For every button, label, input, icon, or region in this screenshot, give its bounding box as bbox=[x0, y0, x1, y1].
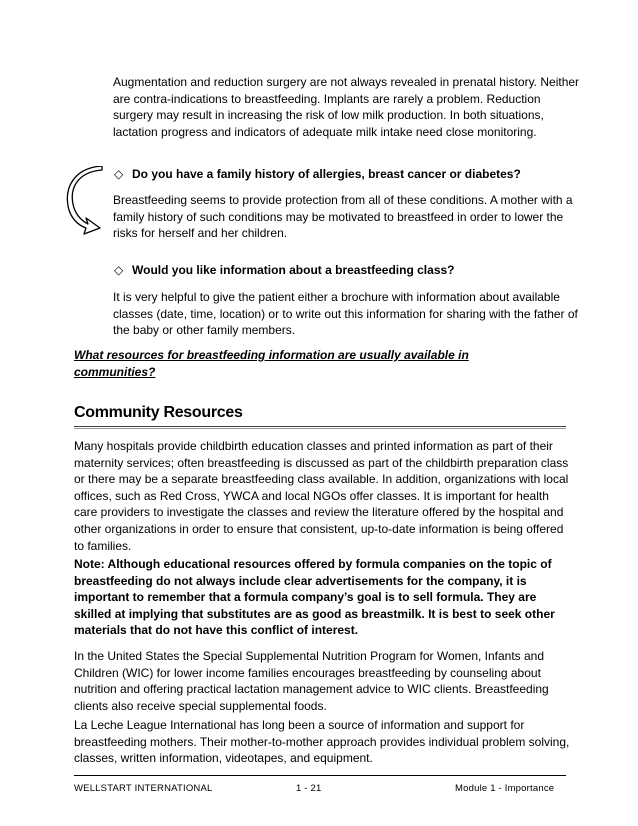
footer-right: Module 1 - Importance bbox=[455, 783, 555, 794]
section-question: What resources for breastfeeding information are usually available in communities? bbox=[74, 348, 469, 379]
question-text: Do you have a family history of allergies, breast cancer or diabetes? bbox=[132, 167, 521, 181]
curved-arrow-icon bbox=[64, 166, 106, 236]
heading-underline bbox=[74, 426, 566, 427]
paragraph-wic: In the United States the Special Supplemental Nutrition Program for Women, Infants and Children (WIC) for lower income families encourages breastfeeding by counseling about nutrition and offering practical lactation management advice to WIC clients. Breastfeeding clients also receive special supplemental foods. bbox=[74, 649, 549, 713]
answer-family-history: Breastfeeding seems to provide protection from all of these conditions. A mother with a family history of such conditions may be motivated to breastfeed in order to lower the risks for herself and her children. bbox=[113, 193, 573, 241]
paragraph-hospitals: Many hospitals provide childbirth education classes and printed information as part of their maternity services; often breastfeeding is discussed as part of the childbirth preparation class or there may be a separate breastfeeding class available. In addition, organizations with local offices, such as Red Cross, YWCA and local NGOs offer classes. It is important for health care providers to investigate the classes and review the literature offered by the hospital and other organizations in order to ensure that consistent, up-to-date information is being offered to families. bbox=[74, 439, 569, 553]
question-text: Would you like information about a breastfeeding class? bbox=[132, 263, 455, 277]
heading-underline-shadow bbox=[74, 428, 566, 429]
page-number: 1 - 21 bbox=[296, 783, 322, 794]
question-family-history bbox=[114, 166, 521, 182]
answer-breastfeeding-class: It is very helpful to give the patient either a brochure with information about available classes (date, time, location) or to write out this information for sharing with the father of the baby or other family members. bbox=[113, 290, 578, 338]
diamond-bullet-icon: ◇ bbox=[114, 167, 124, 181]
paragraph-la-leche: La Leche League International has long been a source of information and support for breastfeeding mothers. Their mother-to-mother approach provides individual problem solving, classes, written information, videotapes, and equipment. bbox=[74, 718, 570, 766]
paragraph-note: Note: Although educational resources offered by formula companies on the topic of breastfeeding do not always include clear advertisements for the company, it is important to remember that a formula company’s goal is to sell formula. They are skilled at implying that substitutes are as good as breastmilk. It is best to seek other materials that do not have this conflict of interest. bbox=[74, 557, 555, 638]
intro-paragraph: Augmentation and reduction surgery are not always revealed in prenatal history. Neither are contra-indications to breastfeeding. Implants are rarely a problem. Reduction surgery may result in increasing the risk of low milk production. In both situations, lactation progress and indicators of adequate milk intake need close monitoring. bbox=[113, 75, 580, 139]
footer-left: WELLSTART INTERNATIONAL bbox=[74, 783, 213, 794]
question-breastfeeding-class bbox=[114, 262, 455, 278]
section-heading: Community Resources bbox=[74, 404, 243, 421]
diamond-bullet-icon: ◇ bbox=[114, 263, 124, 277]
footer-rule bbox=[74, 775, 566, 776]
